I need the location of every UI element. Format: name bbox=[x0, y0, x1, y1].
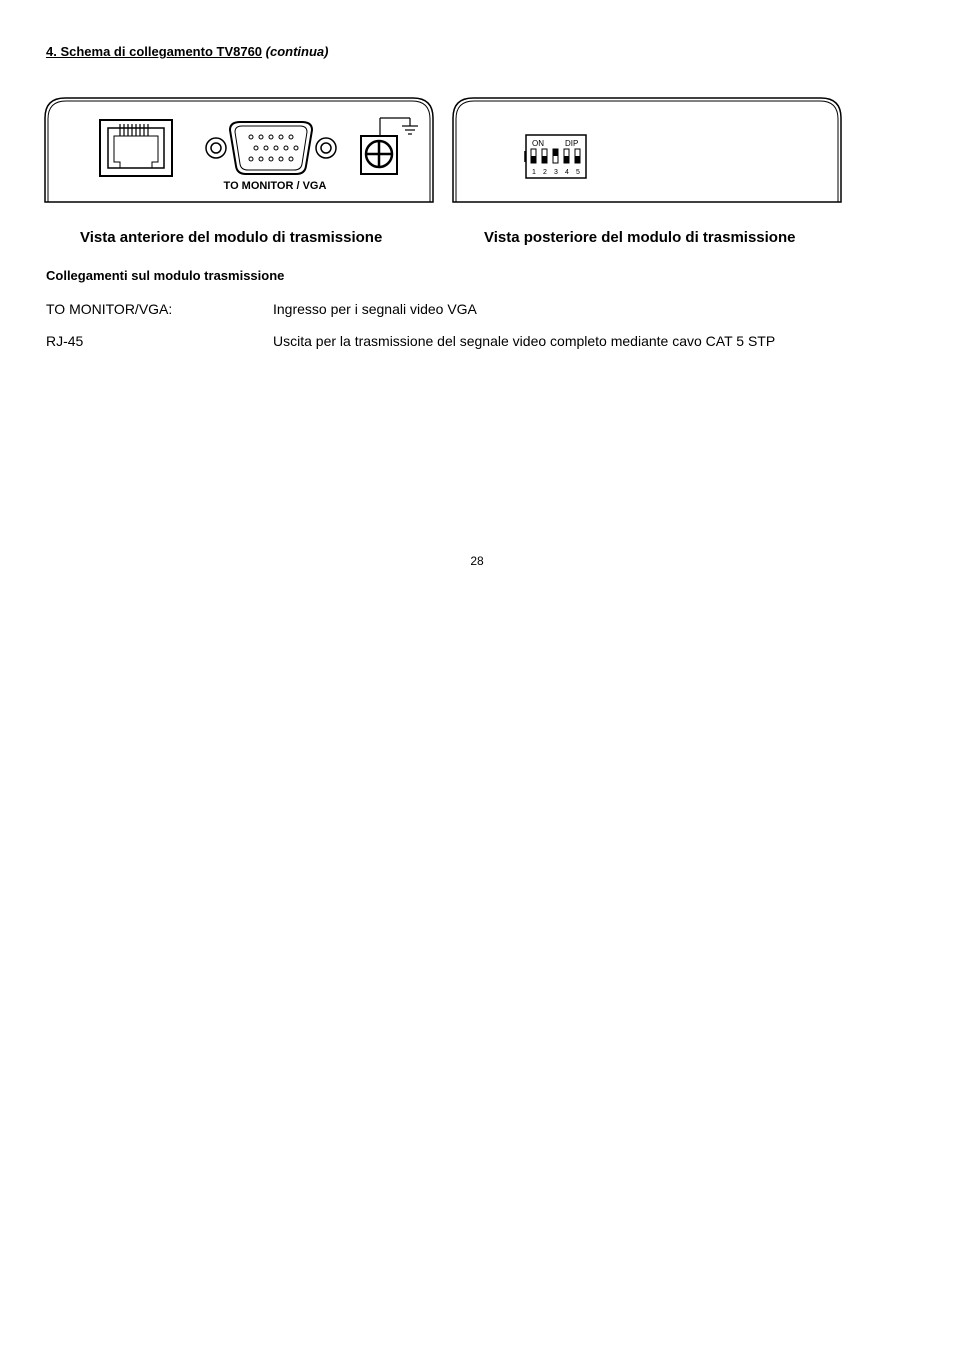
dip-number: 3 bbox=[554, 169, 558, 176]
rear-panel-figure bbox=[452, 96, 844, 204]
front-view-caption: Vista anteriore del modulo di trasmissione bbox=[80, 229, 383, 246]
dip-number: 1 bbox=[532, 169, 536, 176]
rj45-port-icon bbox=[100, 120, 172, 176]
rear-view-caption: Vista posteriore del modulo di trasmissione bbox=[484, 229, 796, 246]
dip-number: 5 bbox=[576, 169, 580, 176]
dip-label: DIP bbox=[565, 139, 579, 148]
connection-desc-rj45: Uscita per la trasmissione del segnale video completo mediante cavo CAT 5 STP bbox=[273, 333, 776, 349]
section-note: (continua) bbox=[265, 44, 329, 59]
vga-port-icon bbox=[206, 122, 336, 174]
section-heading bbox=[46, 44, 328, 59]
section-title: 4. Schema di collegamento TV8760 bbox=[46, 44, 263, 59]
dip-number: 2 bbox=[543, 169, 547, 176]
vga-port-label: TO MONITOR / VGA bbox=[223, 180, 327, 192]
connection-label-rj45: RJ-45 bbox=[46, 333, 84, 349]
connection-label-vga: TO MONITOR/VGA: bbox=[46, 301, 173, 317]
ground-terminal-icon bbox=[361, 118, 418, 174]
connection-desc-vga: Ingresso per i segnali video VGA bbox=[273, 301, 477, 317]
connections-title: Collegamenti sul modulo trasmissione bbox=[46, 268, 285, 283]
front-panel-figure bbox=[44, 96, 436, 204]
dip-number: 4 bbox=[565, 169, 569, 176]
dip-on-label: ON bbox=[532, 139, 544, 148]
page-number: 28 bbox=[470, 554, 484, 568]
